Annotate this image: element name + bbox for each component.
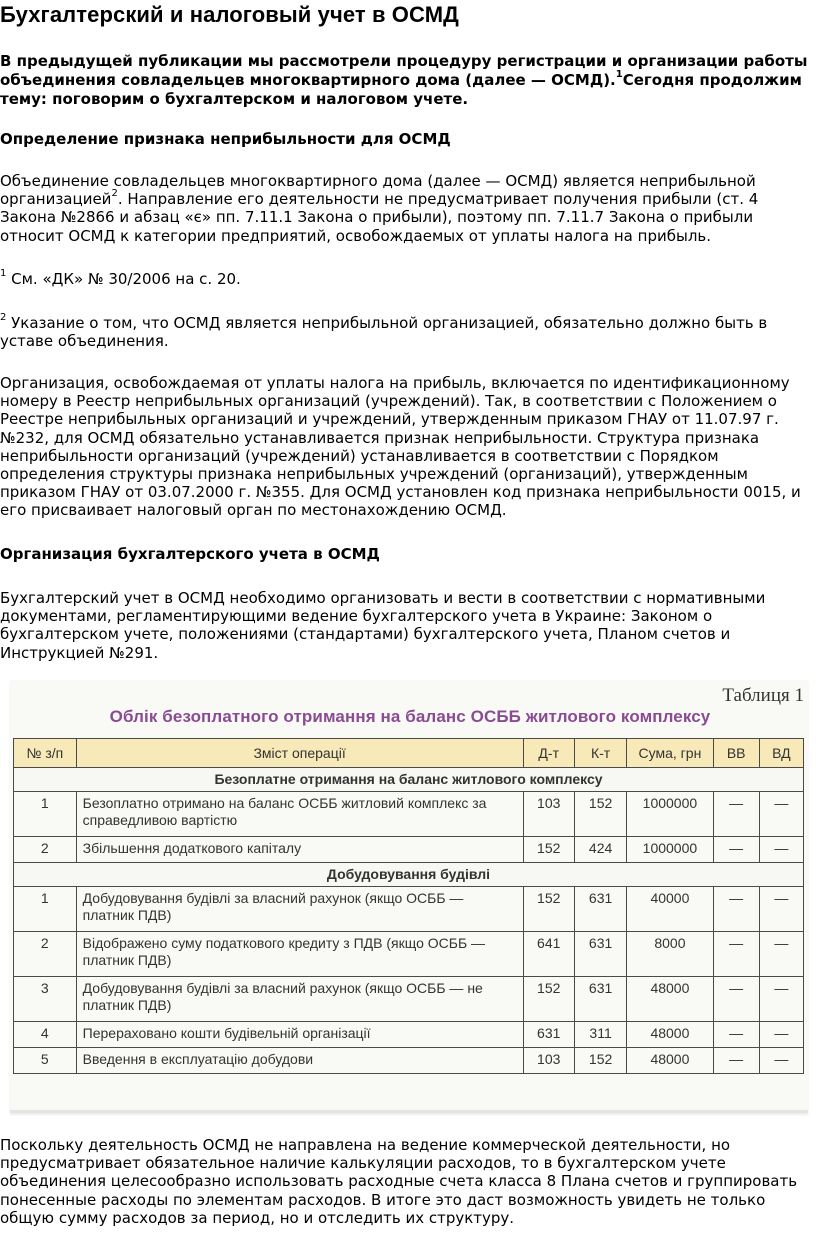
- cell-vd: —: [759, 837, 803, 863]
- cell-operation: Введення в експлуатацію добудови: [76, 1048, 523, 1074]
- table-label: Таблиця 1: [722, 685, 804, 706]
- page-title: Бухгалтерский и налоговый учет в ОСМД: [0, 2, 459, 27]
- table-title: Облік безоплатного отримання на баланс ОСББ житлового комплексу: [109, 707, 711, 726]
- footnote-1-text: См. «ДК» № 30/2006 на с. 20.: [6, 270, 241, 288]
- cell-sum: 48000: [627, 1022, 713, 1048]
- footnote-ref-2[interactable]: 2: [111, 188, 118, 200]
- footnote-2-number: 2: [0, 312, 7, 323]
- para1-text-1: Объединение совладельцев многоквартирного дома (далее — ОСМД) является неприбыльной организацией: [0, 172, 756, 209]
- paragraph-registry: Организация, освобождаемая от уплаты налога на прибыль, включается по идентификационному номеру в Реестр неприбыльных организаций (учреждений). Так, в соответствии с Положением о Реестре неприбыльных организаций и учреждений, утвержденным приказом ГНАУ от 11.07.97 г. №232, для ОСМД обязательно устанавливается признак неприбыльности. Структура признака неприбыльности организаций (учреждений) устанавливается в соответствии с Порядком определения структуры признака неприбыльных учреждений (организаций), утвержденным приказом ГНАУ от 03.07.2000 г. №355. Для ОСМД установлен код признака неприбыльности 0015, и его присваивает налоговый орган по местонахождению ОСМД.: [0, 374, 801, 520]
- cell-operation: Добудовування будівлі за власний рахунок (якщо ОСББ — не платник ПДВ): [76, 977, 523, 1022]
- footnote-2-text: Указание о том, что ОСМД является неприбыльной организацией, обязательно должно быть в уставе объединения.: [0, 314, 768, 351]
- header-sum: Сума, грн: [627, 739, 713, 768]
- intro-paragraph: [0, 52, 814, 109]
- header-credit: К-т: [574, 739, 626, 768]
- table-header-row: [14, 739, 804, 768]
- cell-sum: 48000: [627, 1048, 713, 1074]
- cell-sum: 1000000: [627, 792, 713, 837]
- table-row: [14, 932, 804, 977]
- cell-debit: 152: [523, 887, 574, 932]
- cell-operation: Відображено суму податкового кредиту з ПДВ (якщо ОСББ — платник ПДВ): [76, 932, 523, 977]
- cell-num: 1: [14, 887, 77, 932]
- cell-credit: 311: [574, 1022, 626, 1048]
- cell-num: 4: [14, 1022, 77, 1048]
- cell-operation: Перераховано кошти будівельній організації: [76, 1022, 523, 1048]
- table-row: [14, 977, 804, 1022]
- cell-vv: —: [713, 1048, 759, 1074]
- table-row: [14, 887, 804, 932]
- table-row: [14, 837, 804, 863]
- cell-credit: 152: [574, 792, 626, 837]
- cell-credit: 152: [574, 1048, 626, 1074]
- cell-num: 5: [14, 1048, 77, 1074]
- table-image: [10, 680, 808, 1113]
- intro-text-2: Сегодня продолжим тему: поговорим о бухгалтерском и налоговом учете.: [0, 71, 802, 108]
- cell-vd: —: [759, 792, 803, 837]
- cell-vv: —: [713, 837, 759, 863]
- cell-credit: 424: [574, 837, 626, 863]
- cell-operation: Безоплатно отримано на баланс ОСББ житловий комплекс за справедливою вартістю: [76, 792, 523, 837]
- cell-debit: 103: [523, 792, 574, 837]
- cell-sum: 40000: [627, 887, 713, 932]
- table-row: [14, 1022, 804, 1048]
- intro-text-1: В предыдущей публикации мы рассмотрели процедуру регистрации и организации работы объединения совладельцев многоквартирного дома (далее — ОСМД).: [0, 52, 808, 89]
- paragraph-nonprofit: [0, 172, 814, 245]
- header-operation: Зміст операції: [76, 739, 523, 768]
- section-row-a: Безоплатне отримання на баланс житлового комплексу: [14, 768, 804, 792]
- accounting-table: [13, 738, 804, 1074]
- para1-text-2: . Направление его деятельности не предусматривает получения прибыли (ст. 4 Закона №2866 и абзац «є» пп. 7.11.1 Закона о прибыли), поэтому пп. 7.11.7 Закона о прибыли относит ОСМД к категории предприятий, освобождаемых от уплаты налога на прибыль.: [0, 190, 759, 245]
- section-heading-accounting: Организация бухгалтерского учета в ОСМД: [0, 545, 380, 563]
- footnote-1-number: 1: [0, 268, 7, 279]
- cell-credit: 631: [574, 932, 626, 977]
- cell-vv: —: [713, 977, 759, 1022]
- cell-sum: 8000: [627, 932, 713, 977]
- paragraph-accounting: Бухгалтерский учет в ОСМД необходимо организовать и вести в соответствии с нормативными документами, регламентирующими ведение бухгалтерского учета в Украине: Законом о бухгалтерском учете, положениями (стандартами) бухгалтерского учета, Планом счетов и Инструкцией №291.: [0, 589, 766, 662]
- section-row-b: Добудовування будівлі: [14, 863, 804, 887]
- cell-operation: Добудовування будівлі за власний рахунок (якщо ОСББ — платник ПДВ): [76, 887, 523, 932]
- cell-vv: —: [713, 792, 759, 837]
- cell-num: 1: [14, 792, 77, 837]
- table-row: [14, 792, 804, 837]
- cell-sum: 48000: [627, 977, 713, 1022]
- cell-vd: —: [759, 1048, 803, 1074]
- footnote-ref-1[interactable]: 1: [615, 69, 623, 80]
- cell-credit: 631: [574, 977, 626, 1022]
- cell-credit: 631: [574, 887, 626, 932]
- cell-debit: 103: [523, 1048, 574, 1074]
- cell-num: 3: [14, 977, 77, 1022]
- cell-debit: 641: [523, 932, 574, 977]
- header-vv: ВВ: [713, 739, 759, 768]
- header-debit: Д-т: [523, 739, 574, 768]
- table-row: [14, 1048, 804, 1074]
- cell-sum: 1000000: [627, 837, 713, 863]
- header-vd: ВД: [759, 739, 803, 768]
- cell-debit: 152: [523, 837, 574, 863]
- cell-vv: —: [713, 932, 759, 977]
- footnote-1: [0, 270, 814, 288]
- cell-debit: 152: [523, 977, 574, 1022]
- cell-vv: —: [713, 887, 759, 932]
- cell-vd: —: [759, 887, 803, 932]
- cell-vd: —: [759, 977, 803, 1022]
- cell-num: 2: [14, 837, 77, 863]
- cell-operation: Збільшення додаткового капіталу: [76, 837, 523, 863]
- cell-vv: —: [713, 1022, 759, 1048]
- section-heading-nonprofit: Определение признака неприбыльности для ОСМД: [0, 130, 451, 148]
- cell-num: 2: [14, 932, 77, 977]
- header-num: № з/п: [14, 739, 77, 768]
- cell-vd: —: [759, 1022, 803, 1048]
- cell-vd: —: [759, 932, 803, 977]
- cell-debit: 631: [523, 1022, 574, 1048]
- footnote-2: [0, 314, 814, 350]
- paragraph-expenses: Поскольку деятельность ОСМД не направлена на ведение коммерческой деятельности, но предусматривает обязательное наличие калькуляции расходов, то в бухгалтерском учете объединения целесообразно использовать расходные счета класса 8 Плана счетов и группировать понесенные расходы по элементам расходов. В итоге это даст возможность увидеть не только общую сумму расходов за период, но и отследить их структуру.: [0, 1136, 798, 1227]
